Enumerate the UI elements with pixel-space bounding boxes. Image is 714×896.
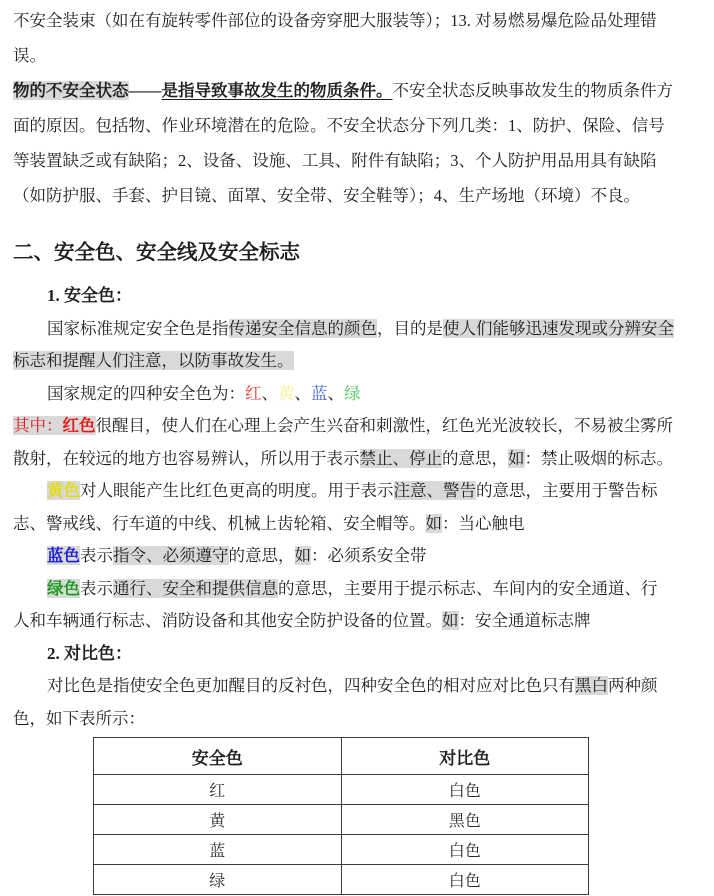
text-segment: 使人们能够迅速发现或分辨安全 [443, 318, 674, 338]
text-line [13, 573, 701, 606]
red-term: 其中： [13, 416, 63, 435]
listGreen-term: 绿 [344, 383, 361, 403]
table-body [94, 775, 589, 895]
text-segment: 对比色是指使安全色更加醒目的反衬色，四种安全色的相对应对比色只有 [47, 676, 575, 695]
text-line [13, 108, 701, 143]
text-segment: 如 [294, 546, 311, 565]
contrast-color-table [93, 737, 589, 895]
text-segment: 如 [442, 611, 459, 630]
text-segment: ：必须系安全带 [311, 546, 427, 565]
table-row [94, 805, 589, 835]
text-segment: ，目的是 [377, 318, 443, 338]
column-header-contrast-color: 对比色 [341, 738, 589, 775]
text-segment: 标志和提醒人们注意，以防事故发生。 [13, 351, 294, 370]
text-segment: 的意思， [442, 448, 508, 468]
text-segment: 国家规定的四种安全色为： [47, 383, 245, 403]
text-segment: 表示 [80, 578, 113, 598]
document-text [13, 3, 701, 735]
text-line [13, 670, 701, 703]
text-segment: 色，如下表所示： [13, 708, 145, 728]
yellow-term: 黄色 [47, 481, 80, 500]
table-cell: 蓝 [94, 835, 342, 865]
text-line [13, 540, 701, 573]
listRed-term: 红 [245, 383, 262, 403]
text-line [13, 605, 701, 638]
text-segment: （如防护服、手套、护目镜、面罩、安全带、安全鞋等）；4、生产场地（环境）不良。 [13, 186, 640, 205]
table-cell: 绿 [94, 865, 342, 895]
text-line [13, 345, 701, 378]
text-line [13, 143, 701, 178]
text-segment: 黑白 [575, 676, 608, 695]
table-row [94, 835, 589, 865]
text-segment: 注意、警告 [393, 481, 476, 500]
text-segment: 、 [327, 383, 344, 403]
text-line [13, 703, 701, 736]
text-segment: 两种颜 [608, 676, 658, 695]
blue-term: 蓝色 [47, 546, 80, 565]
text-segment: 指令、必须遵守 [113, 546, 229, 565]
text-segment: 等装置缺乏或有缺陷；2、设备、设施、工具、附件有缺陷；3、个人防护用品用具有缺陷 [13, 151, 657, 170]
text-segment: 禁止、停止 [359, 448, 442, 468]
text-segment: 不安全状态反映事故发生的物质条件方 [392, 81, 673, 100]
table-cell: 黄 [94, 805, 342, 835]
paleYellow-term: 黄 [278, 383, 295, 403]
text-segment: 的意思， [228, 546, 295, 565]
text-segment: 很醒目，使人们在心理上会产生兴奋和刺激性，红色光光波较长，不易被尘雾所 [95, 416, 673, 435]
text-segment: ：当心触电 [442, 513, 525, 533]
text-segment: 国家标准规定安全色是指 [47, 318, 229, 338]
green-term: 绿色 [47, 578, 80, 598]
column-header-safety-color: 安全色 [94, 738, 342, 775]
text-segment: 表示 [80, 546, 113, 565]
text-segment: —— [128, 81, 162, 100]
text-line [13, 73, 701, 108]
red-term: 红色 [62, 416, 96, 435]
text-line [13, 378, 701, 411]
text-line [13, 475, 701, 508]
text-segment: 不安全装束（如在有旋转零件部位的设备旁穿肥大服装等）；13. 对易燃易爆危险品处理错 [13, 11, 657, 30]
table-cell: 黑色 [341, 805, 589, 835]
text-segment: 人和车辆通行标志、消防设备和其他安全防护设备的位置。 [13, 611, 442, 630]
table-header-row [94, 738, 589, 775]
text-line [13, 313, 701, 346]
text-segment: 物的不安全状态 [13, 81, 129, 100]
text-segment: 是指导致事故发生的物质条件。 [161, 81, 393, 100]
table-row [94, 865, 589, 895]
text-segment: 如 [508, 448, 525, 468]
text-line [13, 178, 701, 213]
text-segment: 的意思，主要用于提示标志、车间内的安全通道、行 [278, 578, 658, 598]
text-segment: 散射，在较远的地方也容易辨认，所以用于表示 [13, 448, 360, 468]
text-segment: 对人眼能产生比红色更高的明度。用于表示 [80, 481, 394, 500]
subsection-heading: 1. 安全色： [47, 286, 132, 305]
text-segment: 如 [425, 513, 442, 533]
table-cell: 白色 [341, 835, 589, 865]
section-heading: 二、安全色、安全线及安全标志 [13, 241, 300, 264]
text-segment: 面的原因。包括物、作业环境潜在的危险。不安全状态分下列几类：1、防护、保险、信号 [13, 116, 665, 135]
table-row [94, 775, 589, 805]
text-segment: ：禁止吸烟的标志。 [524, 448, 673, 468]
text-line [13, 443, 701, 476]
text-segment: 、 [294, 383, 311, 403]
text-line [13, 3, 701, 38]
text-segment: 的意思，主要用于警告标 [476, 481, 658, 500]
text-line [13, 508, 701, 541]
table-cell: 白色 [341, 775, 589, 805]
text-segment: 通行、安全和提供信息 [113, 578, 278, 598]
text-segment: 传递安全信息的颜色 [228, 318, 377, 338]
text-segment: 志、警戒线、行车道的中线、机械上齿轮箱、安全帽等。 [13, 513, 426, 533]
table-cell: 白色 [341, 865, 589, 895]
text-line [13, 38, 701, 73]
table-cell: 红 [94, 775, 342, 805]
text-segment: 误。 [13, 46, 46, 65]
text-segment: 、 [261, 383, 278, 403]
text-segment: ：安全通道标志牌 [458, 611, 591, 630]
listBlue-term: 蓝 [311, 383, 328, 403]
subsection-heading: 2. 对比色： [47, 643, 132, 663]
text-line [13, 410, 701, 443]
